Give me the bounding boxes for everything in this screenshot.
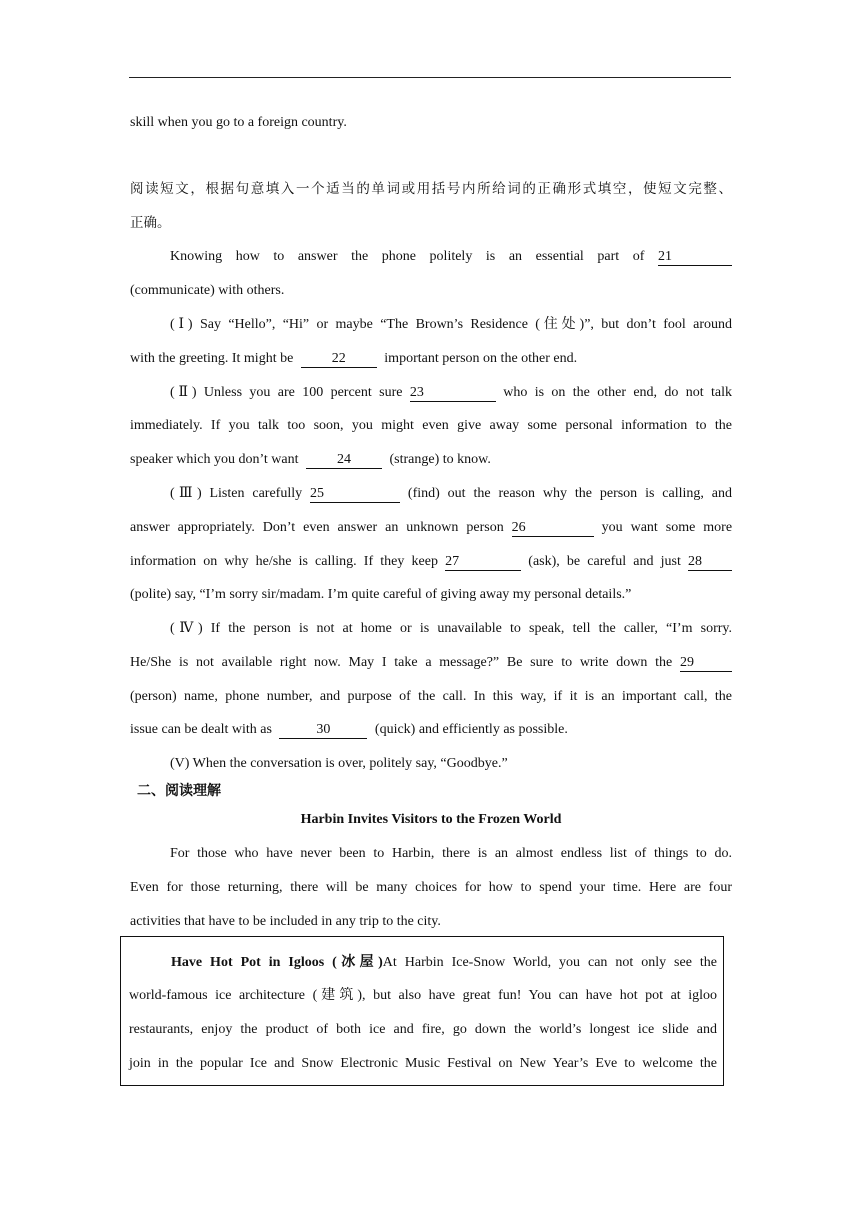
- blank-24[interactable]: 24: [306, 452, 382, 469]
- paragraph-5-line-4: [130, 720, 732, 740]
- blank-29[interactable]: 29: [680, 655, 732, 672]
- paragraph-text: (Ⅱ) Unless you are 100 percent sure: [170, 385, 403, 400]
- instruction-line-1: 阅读短文，根据句意填入一个适当的单词或用括号内所给词的正确形式填空，使短文完整、: [130, 181, 732, 197]
- paragraph-5-line-2: [130, 653, 732, 673]
- intro-line-3: activities that have to be included in any trip to the city.: [130, 914, 441, 929]
- blank-21[interactable]: 21: [658, 249, 732, 266]
- continuation-text: skill when you go to a foreign country.: [130, 115, 347, 130]
- blank-28[interactable]: 28: [688, 554, 732, 571]
- paragraph-4-line-3: [130, 552, 732, 572]
- paragraph-4-line-2: [130, 518, 732, 538]
- paragraph-1-line-1: [130, 247, 732, 267]
- instruction-line-2: 正确。: [130, 215, 171, 231]
- activity-box: [120, 936, 724, 1086]
- paragraph-1-line-2: (communicate) with others.: [130, 283, 285, 298]
- paragraph-3-line-1: [130, 383, 732, 403]
- blank-23[interactable]: 23: [410, 385, 496, 402]
- paragraph-5-line-1: (Ⅳ) If the person is not at home or is unavailable to speak, tell the caller, “I’m sorry.: [170, 621, 732, 636]
- paragraph-text: speaker which you don’t want: [130, 452, 299, 467]
- box-line-1: [129, 953, 717, 973]
- paragraph-text: (ask), be careful and just: [528, 554, 681, 569]
- article-title: Harbin Invites Visitors to the Frozen World: [300, 812, 562, 827]
- paragraph-5-line-3: (person) name, phone number, and purpose of the call. In this way, if it is an important call, the: [130, 689, 732, 704]
- paragraph-4-line-1: [130, 484, 732, 504]
- intro-line-2: Even for those returning, there will be many choices for how to spend your time. Here are four: [130, 880, 732, 895]
- paragraph-text: you want some more: [601, 520, 733, 535]
- blank-27[interactable]: 27: [445, 554, 521, 571]
- paragraph-3-line-2: immediately. If you talk too soon, you might even give away some personal information to the: [130, 418, 732, 433]
- section-heading: 二、阅读理解: [137, 783, 221, 799]
- blank-22[interactable]: 22: [301, 351, 377, 368]
- box-line-2: world-famous ice architecture (建筑), but also have great fun! You can have hot pot at igloo: [129, 988, 717, 1003]
- blank-26[interactable]: 26: [512, 520, 594, 537]
- box-heading: Have Hot Pot in Igloos (冰屋): [171, 955, 383, 970]
- paragraph-2-line-1: (Ⅰ) Say “Hello”, “Hi” or maybe “The Brown’s Residence (住处)”, but don’t fool around: [170, 317, 732, 332]
- box-text: At Harbin Ice-Snow World, you can not only see the: [382, 955, 717, 970]
- paragraph-text: who is on the other end, do not talk: [503, 385, 733, 400]
- paragraph-text: information on why he/she is calling. If they keep: [130, 554, 438, 569]
- paragraph-text: (find) out the reason why the person is calling, and: [407, 486, 732, 501]
- paragraph-text: with the greeting. It might be: [130, 351, 294, 366]
- intro-line-1: For those who have never been to Harbin, there is an almost endless list of things to do.: [170, 846, 732, 861]
- box-line-3: restaurants, enjoy the product of both ice and fire, go down the world’s longest ice slide and: [129, 1022, 717, 1037]
- paragraph-text: issue can be dealt with as: [130, 722, 272, 737]
- paragraph-3-line-3: [130, 450, 732, 470]
- paragraph-text: answer appropriately. Don’t even answer an unknown person: [130, 520, 504, 535]
- paragraph-2-line-2: [130, 349, 732, 369]
- paragraph-6: (V) When the conversation is over, politely say, “Goodbye.”: [170, 756, 508, 771]
- paragraph-text: He/She is not available right now. May I take a message?” Be sure to write down the: [130, 655, 673, 670]
- paragraph-text: important person on the other end.: [384, 351, 578, 366]
- paragraph-text: Knowing how to answer the phone politely is an essential part of: [170, 249, 645, 264]
- blank-25[interactable]: 25: [310, 486, 400, 503]
- box-line-4: join in the popular Ice and Snow Electronic Music Festival on New Year’s Eve to welcome the: [129, 1056, 717, 1071]
- paragraph-text: (Ⅲ) Listen carefully: [170, 486, 303, 501]
- header-rule: [129, 77, 731, 78]
- paragraph-4-line-4: (polite) say, “I’m sorry sir/madam. I’m quite careful of giving away my personal details.”: [130, 587, 632, 602]
- paragraph-text: (quick) and efficiently as possible.: [374, 722, 568, 737]
- paragraph-text: (strange) to know.: [389, 452, 491, 467]
- blank-30[interactable]: 30: [279, 722, 367, 739]
